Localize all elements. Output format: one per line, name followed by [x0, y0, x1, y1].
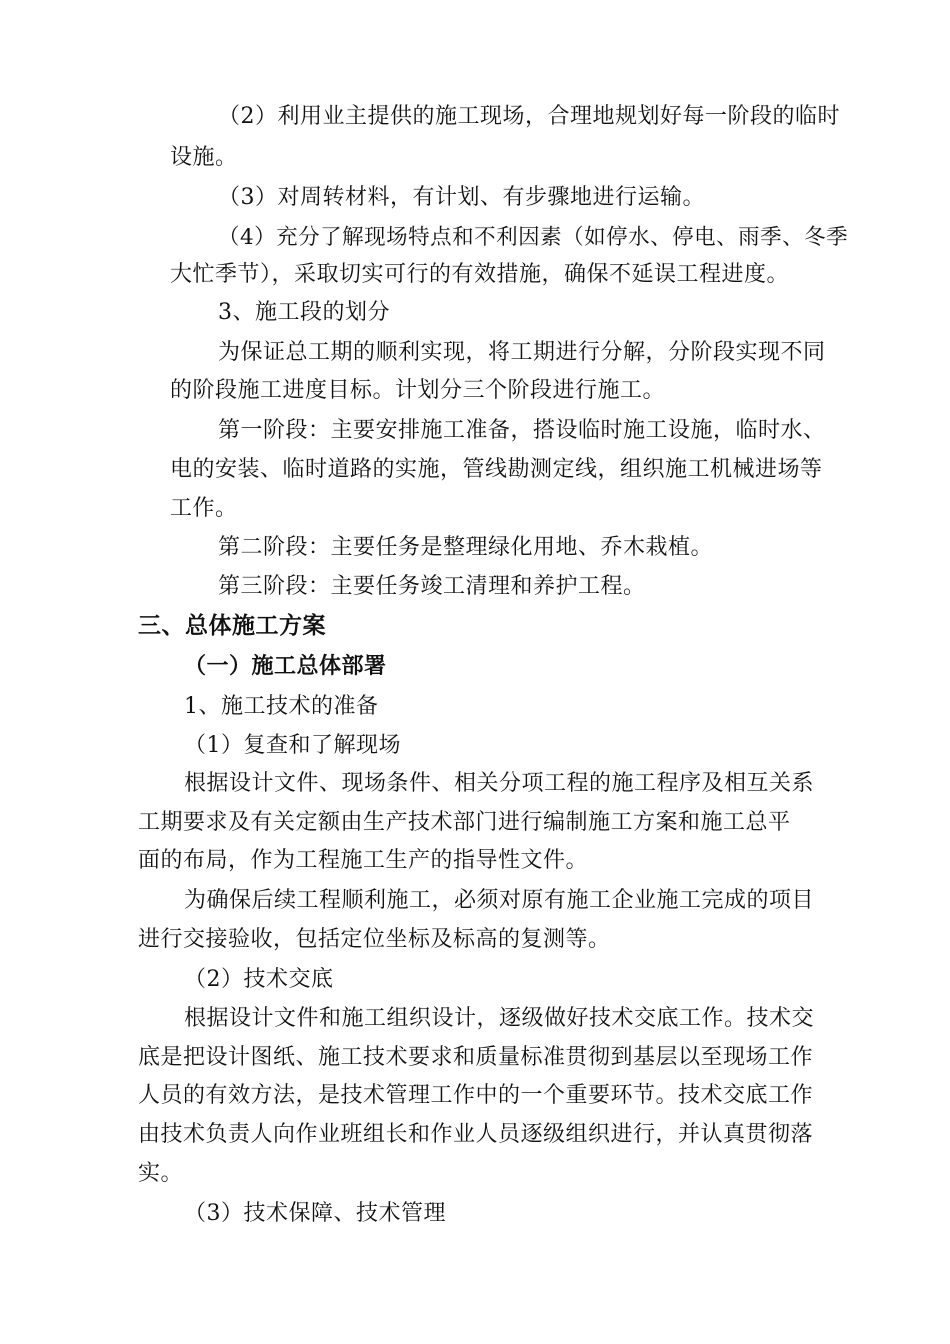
chapter-heading: 三、总体施工方案 — [138, 613, 326, 639]
paragraph-line: 大忙季节），采取切实可行的有效措施，确保不延误工程进度。 — [170, 262, 790, 287]
paragraph-line: 为保证总工期的顺利实现，将工期进行分解，分阶段实现不同 — [218, 340, 826, 365]
paragraph-line: （3）对周转材料，有计划、有步骤地进行运输。 — [218, 185, 705, 210]
section-heading-3: 3、施工段的划分 — [218, 300, 390, 325]
section-heading-1: 1、施工技术的准备 — [184, 694, 379, 719]
paragraph-line: 工期要求及有关定额由生产技术部门进行编制施工方案和施工总平 — [138, 810, 791, 835]
paragraph-line: 面的布局，作为工程施工生产的指导性文件。 — [138, 848, 589, 873]
paragraph-line: 设施。 — [170, 145, 238, 170]
paragraph-line: 为确保后续工程顺利施工，必须对原有施工企业施工完成的项目 — [184, 888, 815, 913]
paragraph-line: 人员的有效方法，是技术管理工作中的一个重要环节。技术交底工作 — [138, 1083, 814, 1108]
paragraph-line: 底是把设计图纸、施工技术要求和质量标准贯彻到基层以至现场工作 — [138, 1045, 814, 1070]
paragraph-line: 第三阶段：主要任务竣工清理和养护工程。 — [218, 574, 646, 599]
paragraph-line: 实。 — [138, 1161, 184, 1186]
paragraph-line: 第一阶段：主要安排施工准备，搭设临时施工设施，临时水、 — [218, 418, 826, 443]
item-heading-1: （1）复查和了解现场 — [184, 733, 401, 758]
paragraph-line: （2）利用业主提供的施工现场，合理地规划好每一阶段的临时 — [218, 104, 840, 129]
item-heading-3: （3）技术保障、技术管理 — [184, 1201, 446, 1226]
paragraph-line: 根据设计文件和施工组织设计，逐级做好技术交底工作。技术交 — [184, 1006, 815, 1031]
paragraph-line: 由技术负责人向作业班组长和作业人员逐级组织进行，并认真贯彻落 — [138, 1122, 814, 1147]
paragraph-line: （4）充分了解现场特点和不利因素（如停水、停电、雨季、冬季 — [218, 225, 849, 250]
subsection-heading: （一）施工总体部署 — [184, 654, 387, 679]
item-heading-2: （2）技术交底 — [184, 967, 334, 992]
paragraph-line: 电的安装、临时道路的实施，管线勘测定线，组织施工机械进场等 — [170, 457, 823, 482]
paragraph-line: 进行交接验收，包括定位坐标及标高的复测等。 — [138, 927, 611, 952]
paragraph-line: 第二阶段：主要任务是整理绿化用地、乔木栽植。 — [218, 535, 714, 560]
paragraph-line: 根据设计文件、现场条件、相关分项工程的施工程序及相互关系 — [184, 771, 815, 796]
paragraph-line: 工作。 — [170, 496, 238, 521]
paragraph-line: 的阶段施工进度目标。计划分三个阶段进行施工。 — [170, 378, 666, 403]
